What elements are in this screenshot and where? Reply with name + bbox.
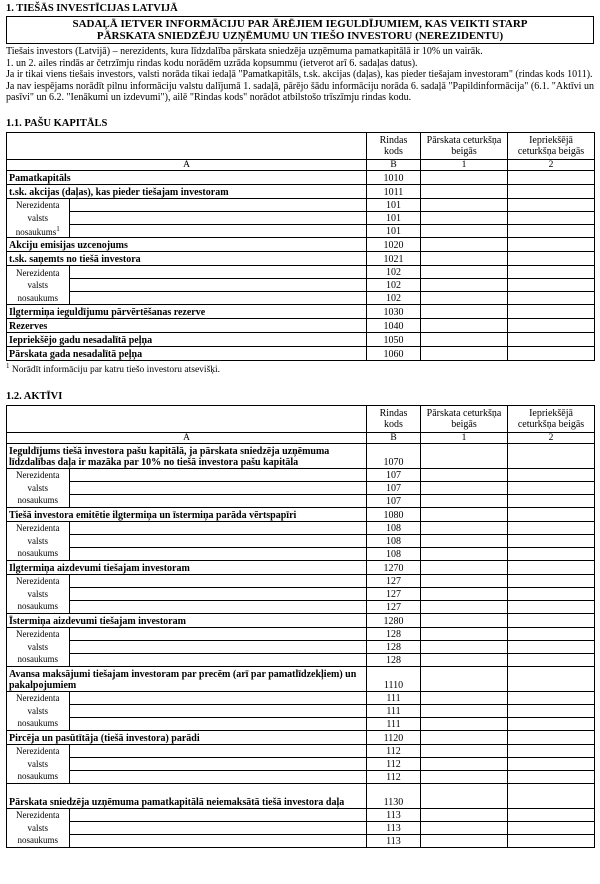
country-block — [7, 521, 367, 560]
value-cell[interactable] — [421, 333, 508, 347]
value-cell[interactable] — [421, 666, 508, 691]
row-code: 128 — [367, 627, 421, 640]
value-cell[interactable] — [508, 704, 595, 717]
row-label: Rezerves — [7, 319, 367, 333]
row-label: Akciju emisijas uzcenojums — [7, 238, 367, 252]
value-cell[interactable] — [508, 730, 595, 744]
row-label: Ieguldījums tiešā investora pašu kapitālā, ja pārskata sniedzēja uzņēmuma līdzdalības daļa ir mazāka par 10% no tiešā investora pašu kapitāla — [7, 443, 367, 468]
row-label: Pircēja un pasūtītāja (tiešā investora) parādi — [7, 730, 367, 744]
sub-label: valsts — [7, 279, 69, 292]
header-row-code: Rindas kods — [367, 405, 421, 432]
sub-label: nosaukums — [7, 600, 69, 613]
value-cell[interactable] — [421, 783, 508, 808]
row-label: t.sk. akcijas (daļas), kas pieder tiešajam investoram — [7, 184, 367, 198]
value-cell[interactable] — [421, 757, 508, 770]
value-cell[interactable] — [508, 184, 595, 198]
value-cell[interactable] — [421, 305, 508, 319]
value-cell[interactable] — [508, 627, 595, 640]
header-previous-quarter: Iepriekšējā ceturkšņa beigās — [508, 405, 595, 432]
value-cell[interactable] — [508, 494, 595, 507]
value-cell[interactable] — [421, 587, 508, 600]
sub-label: nosaukums$^1$ — [7, 224, 69, 237]
value-cell[interactable] — [421, 770, 508, 783]
value-cell[interactable] — [508, 266, 595, 279]
col-letter-a: A — [7, 432, 367, 443]
equity-table — [6, 132, 595, 362]
value-cell[interactable] — [421, 319, 508, 333]
sub-label: Nerezidenta — [7, 692, 69, 705]
sub-label: nosaukums — [7, 770, 69, 783]
sub-label: valsts — [7, 640, 69, 653]
row-code: 113 — [367, 821, 421, 834]
country-input[interactable] — [69, 770, 366, 783]
sub-label: nosaukums — [7, 292, 69, 305]
header-end-of-quarter: Pārskata ceturkšņa beigās — [421, 405, 508, 432]
country-input[interactable] — [69, 266, 366, 279]
sub-label: nosaukums — [7, 547, 69, 560]
row-label: t.sk. saņemts no tiešā investora — [7, 252, 367, 266]
row-code: 127 — [367, 587, 421, 600]
box-title-line-1: SADAĻĀ IETVER INFORMĀCIJU PAR ĀRĒJIEM IEGULDĪJUMIEM, KAS VEIKTI STARP — [72, 18, 528, 30]
sub-label: Nerezidenta — [7, 199, 69, 212]
value-cell[interactable] — [421, 443, 508, 468]
sub-label: Nerezidenta — [7, 575, 69, 588]
value-cell[interactable] — [508, 468, 595, 481]
row-code: 1070 — [367, 443, 421, 468]
country-block — [7, 266, 367, 305]
assets-table — [6, 405, 595, 848]
value-cell[interactable] — [421, 653, 508, 666]
footnote: $^1$ Norādīt informāciju par katru tiešo investoru atsevišķi. — [6, 362, 221, 376]
row-code: 127 — [367, 600, 421, 613]
col-letter-a: A — [7, 159, 367, 170]
value-cell[interactable] — [508, 808, 595, 821]
value-cell[interactable] — [508, 744, 595, 757]
row-label: Īstermiņa aizdevumi tiešajam investoram — [7, 613, 367, 627]
row-code: 111 — [367, 704, 421, 717]
sub-label: Nerezidenta — [7, 628, 69, 641]
value-cell[interactable] — [421, 744, 508, 757]
value-cell[interactable] — [508, 613, 595, 627]
value-cell[interactable] — [421, 640, 508, 653]
row-label: Avansa maksājumi tiešajam investoram par precēm (arī par pamatlīdzekļiem) un pakalpojumiem — [7, 666, 367, 691]
row-code: 1030 — [367, 305, 421, 319]
value-cell[interactable] — [508, 757, 595, 770]
value-cell[interactable] — [508, 783, 595, 808]
value-cell[interactable] — [421, 266, 508, 279]
country-block — [7, 691, 367, 730]
value-cell[interactable] — [421, 198, 508, 211]
row-code: 127 — [367, 574, 421, 587]
row-code: 1060 — [367, 347, 421, 361]
country-input[interactable] — [69, 640, 366, 653]
country-input[interactable] — [69, 575, 366, 588]
row-code: 1110 — [367, 666, 421, 691]
row-label: Pamatkapitāls — [7, 170, 367, 184]
value-cell[interactable] — [421, 170, 508, 184]
value-cell[interactable] — [421, 808, 508, 821]
country-input[interactable] — [69, 628, 366, 641]
row-code: 108 — [367, 547, 421, 560]
row-code: 113 — [367, 834, 421, 847]
value-cell[interactable] — [508, 770, 595, 783]
country-input[interactable] — [69, 692, 366, 705]
sub-label: Nerezidenta — [7, 809, 69, 822]
country-input[interactable] — [69, 224, 366, 237]
value-cell[interactable] — [508, 507, 595, 521]
sub-label: nosaukums — [7, 653, 69, 666]
country-input[interactable] — [69, 199, 366, 212]
row-code: 101 — [367, 212, 421, 225]
row-code: 1020 — [367, 238, 421, 252]
value-cell[interactable] — [421, 481, 508, 494]
sub-label: valsts — [7, 587, 69, 600]
intro-text — [6, 46, 594, 104]
sub-label: valsts — [7, 704, 69, 717]
country-input[interactable] — [69, 653, 366, 666]
value-cell[interactable] — [508, 534, 595, 547]
value-cell[interactable] — [508, 653, 595, 666]
value-cell[interactable] — [508, 252, 595, 266]
value-cell[interactable] — [421, 212, 508, 225]
country-input[interactable] — [69, 600, 366, 613]
row-code: 1120 — [367, 730, 421, 744]
row-code: 107 — [367, 468, 421, 481]
row-label: Iepriekšējo gadu nesadalītā peļņa — [7, 333, 367, 347]
box-title-line-2: PĀRSKATA SNIEDZĒJU UZŅĒMUMU UN TIEŠO INVESTORU (NEREZIDENTU) — [96, 30, 504, 42]
row-label: Ilgtermiņa ieguldījumu pārvērtēšanas rezerve — [7, 305, 367, 319]
row-code: 1270 — [367, 560, 421, 574]
intro-paragraph: 1. un 2. ailes rindās ar četrzīmju rindas kodu norādēm uzrāda kopsummu (ietverot arī 6. sadaļas datus). — [6, 57, 418, 69]
value-cell[interactable] — [508, 547, 595, 560]
value-cell[interactable] — [421, 834, 508, 847]
row-code: 102 — [367, 292, 421, 305]
value-cell[interactable] — [508, 560, 595, 574]
country-input[interactable] — [69, 534, 366, 547]
value-cell[interactable] — [421, 627, 508, 640]
intro-paragraph: Ja nav iespējams norādīt pilnu informāciju valstu dalījumā 1. sadaļā, pārējo šādu informāciju norāda 6. sadaļā "Papildinformācija" (6.1. "Aktīvi un pasīvi" un 6.2. "Ienākumi un izdevumi"), ailē "Rindas kods" norādot atbilstošo trīszīmju rindas kodu. — [6, 80, 594, 104]
value-cell[interactable] — [508, 279, 595, 292]
row-label: Tiešā investora emitētie ilgtermiņa un īstermiņa parāda vērtspapīri — [7, 507, 367, 521]
value-cell[interactable] — [421, 730, 508, 744]
row-code: 1011 — [367, 184, 421, 198]
country-input[interactable] — [69, 834, 366, 847]
sub-label: valsts — [7, 481, 69, 494]
col-letter-b: B — [367, 432, 421, 443]
value-cell[interactable] — [508, 225, 595, 238]
row-code: 101 — [367, 225, 421, 238]
value-cell[interactable] — [508, 574, 595, 587]
sub-label: Nerezidenta — [7, 522, 69, 535]
value-cell[interactable] — [508, 821, 595, 834]
row-code: 107 — [367, 481, 421, 494]
country-input[interactable] — [69, 745, 366, 758]
col-number-2: 2 — [508, 159, 595, 170]
value-cell[interactable] — [421, 494, 508, 507]
sub-label: Nerezidenta — [7, 469, 69, 482]
row-code: 108 — [367, 521, 421, 534]
country-input[interactable] — [69, 469, 366, 482]
value-cell[interactable] — [421, 600, 508, 613]
row-code: 1040 — [367, 319, 421, 333]
row-code: 112 — [367, 744, 421, 757]
row-label: Pārskata sniedzēja uzņēmuma pamatkapitālā neiemaksātā tiešā investora daļa — [7, 783, 367, 808]
value-cell[interactable] — [508, 443, 595, 468]
value-cell[interactable] — [421, 534, 508, 547]
row-code: 112 — [367, 770, 421, 783]
col-number-2: 2 — [508, 432, 595, 443]
value-cell[interactable] — [508, 305, 595, 319]
country-input[interactable] — [69, 211, 366, 224]
row-code: 102 — [367, 279, 421, 292]
value-cell[interactable] — [508, 666, 595, 691]
country-block — [7, 468, 367, 507]
table-title-equity: 1.1. PAŠU KAPITĀLS — [6, 117, 108, 129]
value-cell[interactable] — [421, 238, 508, 252]
value-cell[interactable] — [508, 170, 595, 184]
row-code: 101 — [367, 198, 421, 211]
country-input[interactable] — [69, 587, 366, 600]
value-cell[interactable] — [508, 691, 595, 704]
country-input[interactable] — [69, 547, 366, 560]
sub-label: nosaukums — [7, 834, 69, 847]
row-code: 1050 — [367, 333, 421, 347]
sub-label: Nerezidenta — [7, 266, 69, 279]
row-code: 113 — [367, 808, 421, 821]
value-cell[interactable] — [508, 212, 595, 225]
country-input[interactable] — [69, 522, 366, 535]
row-code: 1080 — [367, 507, 421, 521]
value-cell[interactable] — [508, 481, 595, 494]
country-input[interactable] — [69, 821, 366, 834]
value-cell[interactable] — [508, 319, 595, 333]
value-cell[interactable] — [421, 821, 508, 834]
country-input[interactable] — [69, 494, 366, 507]
sub-label: Nerezidenta — [7, 745, 69, 758]
country-block — [7, 808, 367, 847]
country-input[interactable] — [69, 717, 366, 730]
value-cell[interactable] — [421, 613, 508, 627]
row-code: 112 — [367, 757, 421, 770]
table-title-assets: 1.2. AKTĪVI — [6, 390, 63, 402]
country-block — [7, 198, 367, 238]
value-cell[interactable] — [421, 468, 508, 481]
row-code: 1280 — [367, 613, 421, 627]
value-cell[interactable] — [421, 184, 508, 198]
row-label: Pārskata gada nesadalītā peļņa — [7, 347, 367, 361]
country-input[interactable] — [69, 279, 366, 292]
row-code: 107 — [367, 494, 421, 507]
sub-label: valsts — [7, 211, 69, 224]
sub-label: valsts — [7, 534, 69, 547]
row-code: 1130 — [367, 783, 421, 808]
value-cell[interactable] — [508, 238, 595, 252]
value-cell[interactable] — [421, 252, 508, 266]
value-cell[interactable] — [421, 507, 508, 521]
value-cell[interactable] — [508, 292, 595, 305]
value-cell[interactable] — [421, 292, 508, 305]
intro-paragraph: Tiešais investors (Latvijā) – nerezidents, kura līdzdalība pārskata sniedzēja uzņēmuma pamatkapitālā ir 10% un vairāk. — [6, 46, 483, 57]
form-page — [6, 3, 594, 848]
row-code: 128 — [367, 640, 421, 653]
row-label: Ilgtermiņa aizdevumi tiešajam investoram — [7, 560, 367, 574]
value-cell[interactable] — [421, 547, 508, 560]
sub-label: valsts — [7, 821, 69, 834]
country-block — [7, 627, 367, 666]
row-code: 1021 — [367, 252, 421, 266]
intro-paragraph: Ja ir tikai viens tiešais investors, valsti norāda tikai iedaļā "Pamatkapitāls, t.sk. akcijas (daļas), kas pieder tiešajam investoram" (rindas kods 1011). — [6, 69, 593, 81]
country-input[interactable] — [69, 757, 366, 770]
row-code: 1010 — [367, 170, 421, 184]
country-input[interactable] — [69, 481, 366, 494]
value-cell[interactable] — [421, 691, 508, 704]
header-row-code: Rindas kods — [367, 132, 421, 159]
value-cell[interactable] — [421, 704, 508, 717]
value-cell[interactable] — [508, 347, 595, 361]
header-end-of-quarter: Pārskata ceturkšņa beigās — [421, 132, 508, 159]
country-input[interactable] — [69, 704, 366, 717]
header-previous-quarter: Iepriekšējā ceturkšņa beigās — [508, 132, 595, 159]
sub-label: valsts — [7, 757, 69, 770]
section-description-box — [6, 16, 594, 44]
col-number-1: 1 — [421, 432, 508, 443]
col-number-1: 1 — [421, 159, 508, 170]
value-cell[interactable] — [508, 834, 595, 847]
value-cell[interactable] — [421, 347, 508, 361]
row-code: 111 — [367, 691, 421, 704]
value-cell[interactable] — [421, 560, 508, 574]
value-cell[interactable] — [508, 198, 595, 211]
row-code: 108 — [367, 534, 421, 547]
value-cell[interactable] — [421, 574, 508, 587]
value-cell[interactable] — [421, 521, 508, 534]
sub-label: nosaukums — [7, 717, 69, 730]
country-input[interactable] — [69, 809, 366, 822]
section-title: 1. TIEŠĀS INVESTĪCIJAS LATVIJĀ — [6, 3, 178, 14]
country-block — [7, 574, 367, 613]
value-cell[interactable] — [421, 225, 508, 238]
value-cell[interactable] — [421, 279, 508, 292]
value-cell[interactable] — [508, 521, 595, 534]
value-cell[interactable] — [508, 600, 595, 613]
sub-label: nosaukums — [7, 494, 69, 507]
row-code: 111 — [367, 717, 421, 730]
col-letter-b: B — [367, 159, 421, 170]
value-cell[interactable] — [508, 640, 595, 653]
country-input[interactable] — [69, 292, 366, 305]
value-cell[interactable] — [421, 717, 508, 730]
row-code: 128 — [367, 653, 421, 666]
value-cell[interactable] — [508, 587, 595, 600]
value-cell[interactable] — [508, 717, 595, 730]
country-block — [7, 744, 367, 783]
row-code: 102 — [367, 266, 421, 279]
value-cell[interactable] — [508, 333, 595, 347]
